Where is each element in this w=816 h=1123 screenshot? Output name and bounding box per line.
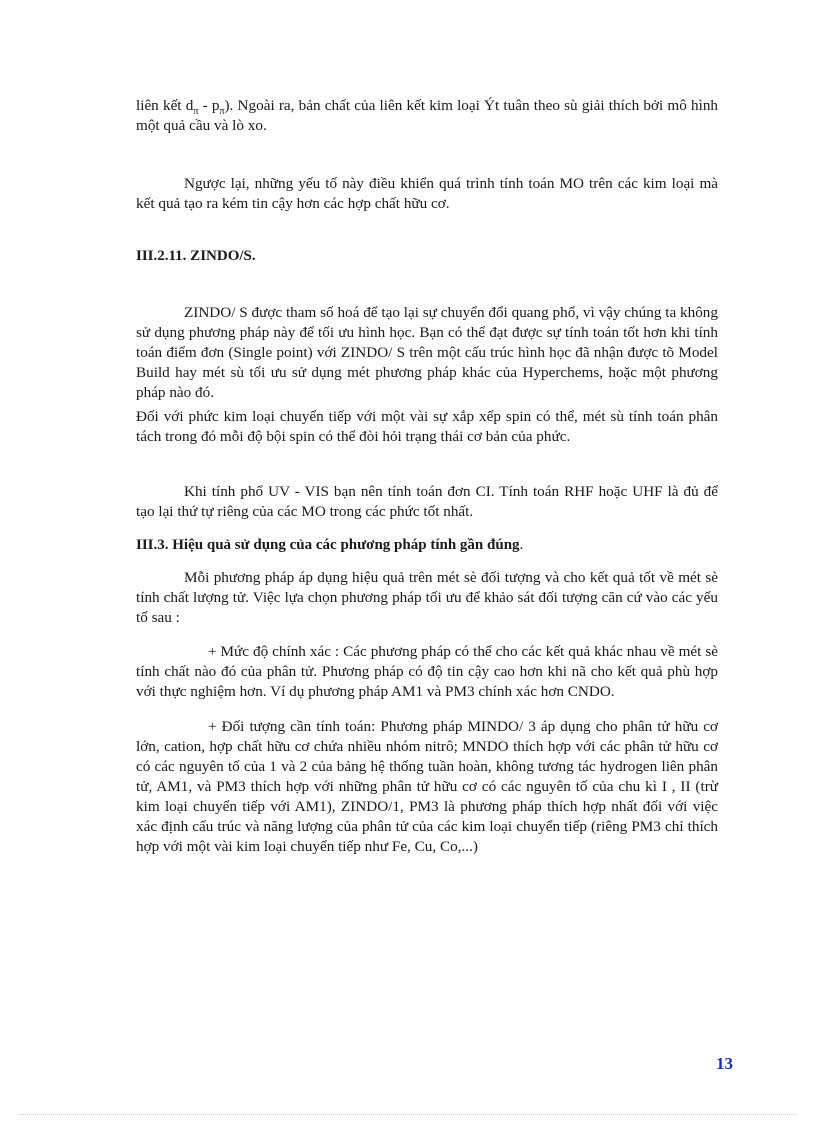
paragraph-4: Đối với phức kim loại chuyển tiếp với một vài sự xắp xếp spin có thể, mét sù tính toán phân tách trong đó mỗi độ bội spin có thể đòi hỏi trạng thái cơ bản của phức. [136,408,718,445]
section-heading-efficiency: III.3. Hiệu quả sử dụng của các phương pháp tính gần đúng. [136,536,524,553]
paragraph-3: ZINDO/ S được tham số hoá để tạo lại sự chuyển đổi quang phổ, vì vậy chúng ta không sử dụng phương pháp này để tối ưu hình học. Bạn có thể đạt được sự tính toán tốt hơn khi tính toán điểm đơn (Single point) với ZINDO/ S trên một cấu trúc hình học đã nhận được tõ Model Build hay mét sù tối ưu sử dụng mét phương pháp khác của Hyperchems, hoặc một phương pháp nào đó. [136,304,718,401]
page-number: 13 [716,1054,733,1073]
paragraph-6: Mỗi phương pháp áp dụng hiệu quả trên mét sè đối tượng và cho kết quả tốt về mét sè tính chất lượng tử. Việc lựa chọn phương pháp tối ưu để khảo sát đối tượng căn cứ vào các yếu tố sau : [136,569,718,626]
paragraph-accuracy: + Mức độ chính xác : Các phương pháp có thể cho các kết quả khác nhau về mét sè tính chất nào đó của phân tử. Phương pháp có độ tin cậy cao hơn khi nã cho kết quả phù hợp với thực nghiệm hơn. Ví dụ phương pháp AM1 và PM3 chính xác hơn CNDO. [136,643,718,700]
paragraph-target-objects: + Đối tượng cần tính toán: Phương pháp MINDO/ 3 áp dụng cho phân tử hữu cơ lớn, cation, hợp chất hữu cơ chứa nhiều nhóm nitrô; MNDO thích hợp với các phân tử hữu cơ có các nguyên tố của 1 và 2 của bảng hệ thống tuần hoàn, không tương tác hydrogen liên phân tử, AM1, và PM3 thích hợp với những phân tử hữu cơ có các nguyên tố của chu kì I , II (trừ kim loại chuyển tiếp với AM1), ZINDO/1, PM3 là phương pháp thích hợp nhất đối với việc xác định cấu trúc và năng lượng của phân tử của các kim loại chuyển tiếp (riêng PM3 chỉ thích hợp với một vài kim loại chuyển tiếp như Fe, Cu, Co,...) [136,718,718,855]
paragraph-2: Ngược lại, những yếu tố này điều khiển quá trình tính toán MO trên các kim loại mà kết quả tạo ra kém tin cậy hơn các hợp chất hữu cơ. [136,175,718,212]
section-heading-zindo: III.2.11. ZINDO/S. [136,248,256,264]
paragraph-5: Khi tính phổ UV - VIS bạn nên tính toán đơn CI. Tính toán RHF hoặc UHF là đủ để tạo lại thứ tự riêng của các MO trong các phức tốt nhất. [136,483,718,520]
paragraph-1: liên kết $d_\pi - p_\pi$). Ngoài ra, bản chất của liên kết kim loại Ýt tuân theo sù giải thích bởi mô hình một quả cầu và lò xo. [136,97,719,134]
footer-divider [20,1114,796,1115]
page-body [136,96,718,857]
